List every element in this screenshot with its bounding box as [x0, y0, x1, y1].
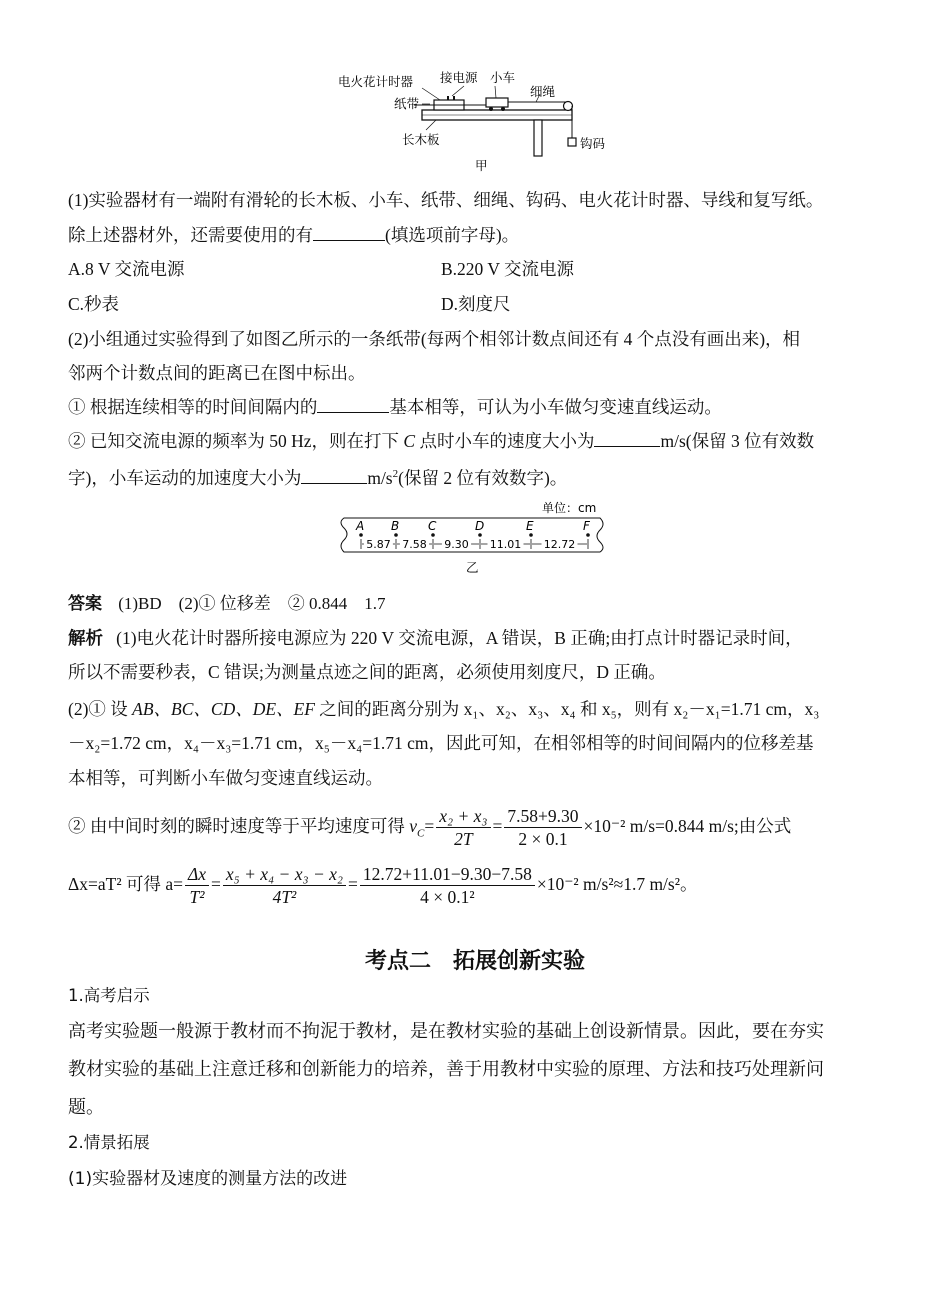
- segment-names: AB、BC、CD、DE、EF: [132, 699, 315, 719]
- pulley: [564, 102, 573, 111]
- tape-point-label: E: [526, 519, 534, 533]
- q2-sub2-unit: m/s(保留 3 位有效数: [660, 431, 815, 451]
- analysis-p2-line3: 本相等，可判断小车做匀变速直线运动。: [68, 768, 383, 788]
- distance-label: 11.01: [489, 538, 522, 551]
- accel-fraction-3: [360, 863, 535, 908]
- q2-sub2-text: ② 已知交流电源的频率为 50 Hz，则在打下: [68, 431, 404, 451]
- label-tape: 纸带: [394, 96, 420, 111]
- section-h3: (1)实验器材及速度的测量方法的改进: [68, 1169, 348, 1189]
- tape-dot: [529, 533, 533, 537]
- q2-sub1: [68, 394, 722, 419]
- section-p1-line2: 教材实验的基础上注意迁移和创新能力的培养，善于用教材中实验的原理、方法和技巧处理新问: [68, 1059, 824, 1080]
- section-p1-line1: 高考实验题一般源于教材而不拘泥于教材，是在教材实验的基础上创设新情景。因此，要在夯实: [68, 1021, 824, 1042]
- velocity-fraction-numeric: [504, 805, 581, 850]
- option-b: B.220 V 交流电源: [441, 259, 575, 279]
- analysis-line1: [68, 626, 803, 651]
- accel-unit: m/s: [367, 467, 393, 488]
- distance-label: 12.72: [543, 538, 576, 551]
- answer-label: 答案: [68, 594, 102, 614]
- figure-caption-yi: 乙: [466, 560, 479, 575]
- accel-frac2-num: x₅ + x₄ − x₃ − x₂: [223, 863, 346, 886]
- label-timer: 电火花计时器: [338, 74, 414, 89]
- q1-line2-suffix: (填选项前字母)。: [385, 225, 520, 245]
- q2-line1: (2)小组通过实验得到了如图乙所示的一条纸带(每两个相邻计数点间还有 4 个点没有画出来)，相: [68, 329, 801, 349]
- label-power: 接电源: [440, 70, 478, 85]
- label-weight: 钩码: [580, 136, 606, 151]
- accel-tail: ×10⁻² m/s²≈1.7 m/s²。: [536, 874, 698, 894]
- q2-sub1-suffix: 基本相等，可认为小车做匀变速直线运动。: [389, 397, 722, 417]
- section-h1: 1.高考启示: [68, 986, 150, 1005]
- distance-label: 5.87: [366, 538, 391, 551]
- tape-dot: [586, 533, 590, 537]
- section-title: 考点二 拓展创新实验: [364, 949, 585, 974]
- accel-text: Δx=aT² 可得 a=: [68, 874, 183, 894]
- tape-dot: [431, 533, 435, 537]
- velocity-tail: ×10⁻² m/s=0.844 m/s;由公式: [583, 816, 792, 836]
- velocity-fraction-symbolic: [436, 805, 490, 850]
- option-c: C.秒表: [68, 294, 120, 314]
- hook-weight: [568, 138, 576, 146]
- tape-point-label: B: [391, 519, 400, 533]
- section-h2: 2.情景拓展: [68, 1133, 150, 1152]
- distance-label: 7.58: [402, 538, 427, 551]
- accel-fraction-1: [185, 863, 209, 908]
- accel-frac1-den: T²: [189, 887, 205, 908]
- distance-label: 9.30: [444, 538, 469, 551]
- velocity-subscript: C: [417, 827, 425, 840]
- q2-sub2-line2: 字)，小车运动的加速度大小为 $m/s^2$(保留 2 位有效数字)。: [68, 462, 567, 490]
- label-rope: 细绳: [530, 84, 556, 99]
- accel-frac3-num: 12.72+11.01−9.30−7.58: [360, 863, 535, 886]
- q1-line1: (1)实验器材有一端附有滑轮的长木板、小车、纸带、细绳、钩码、电火花计时器、导线和复写纸。: [68, 190, 824, 210]
- q2-sub2-text-b: 点时小车的速度大小为: [415, 431, 595, 451]
- analysis-p2-b: 之间的距离分别为 x₁、x₂、x₃、x₄ 和 x₅，则有 x₂－x₁=1.71 cm，x₃: [314, 699, 820, 719]
- analysis-p2-line1: [68, 697, 819, 721]
- q2-line2: 邻两个计数点间的距离已在图中标出。: [68, 363, 366, 383]
- accel-frac3-den: 4 × 0.1²: [420, 887, 475, 908]
- velocity-symbol: v: [409, 816, 418, 836]
- answer-blank-2: [317, 394, 389, 413]
- analysis-label: 解析: [68, 629, 103, 649]
- tape-point-label: C: [428, 519, 437, 533]
- section-p1-line3: 题。: [68, 1097, 104, 1118]
- accel-frac1-num: Δx: [185, 863, 209, 886]
- accel-formula-line: Δx=aT² 可得 a= $\frac{\Delta x}{\text{T²}}$ = $\frac{\text{x₅ + x₄ − x₃ − x₂}}{\text{4T²}}$ = $\frac{12.72+11.01-9.30-7.58}{\text{4 × 0.1²}}$ ×10⁻² m/s²≈1.7 m/s²。: [68, 864, 698, 908]
- tape-point-label: F: [583, 519, 590, 533]
- table-leg: [534, 120, 542, 156]
- answer-blank-1: [313, 222, 385, 241]
- unit-label: 单位：cm: [542, 501, 597, 515]
- tape-dot: [478, 533, 482, 537]
- label-board: 长木板: [402, 132, 440, 147]
- answer-line: [68, 592, 385, 616]
- apparatus-diagram: [330, 66, 630, 176]
- velocity-frac2-den: 2 × 0.1: [518, 829, 568, 850]
- answer-text: (1)BD (2)① 位移差 ② 0.844 1.7: [118, 594, 386, 613]
- tape-point-label: A: [356, 519, 365, 533]
- velocity-formula-line: ② 由中间时刻的瞬时速度等于平均速度可得 $v_C=$ $\frac{\text{x₂ + x₃}}{2T}$ = $\frac{7.58+9.30}{2 \times 0.1}$ ×10⁻² m/s=0.844 m/s;由公式: [68, 806, 792, 850]
- tape-dot: [359, 533, 363, 537]
- velocity-frac2-num: 7.58+9.30: [504, 805, 581, 828]
- analysis-p2-a: (2)① 设: [68, 699, 133, 719]
- accel-frac2-den: 4T²: [272, 887, 297, 908]
- q1-line2-text: 除上述器材外，还需要使用的有: [68, 225, 313, 245]
- answer-blank-3: [594, 428, 660, 447]
- velocity-frac1-num: x₂ + x₃: [436, 805, 490, 828]
- tape-point-label: D: [475, 519, 485, 533]
- cart: [486, 98, 508, 107]
- q2-sub2-line2-text: 字)，小车运动的加速度大小为: [68, 467, 302, 488]
- tape-dot: [394, 533, 398, 537]
- q1-line2: [68, 222, 519, 247]
- answer-blank-4: [301, 465, 367, 484]
- figure-caption-jia: 甲: [475, 158, 488, 173]
- paper-tape-diagram: [330, 496, 620, 578]
- q2-sub2-line1: [68, 428, 814, 453]
- analysis-line2: 所以不需要秒表，C 错误;为测量点迹之间的距离，必须使用刻度尺，D 正确。: [68, 662, 666, 682]
- velocity-text: ② 由中间时刻的瞬时速度等于平均速度可得: [68, 816, 410, 836]
- analysis-text-1: (1)电火花计时器所接电源应为 220 V 交流电源，A 错误，B 正确;由打点计时器记录时间，: [116, 628, 803, 648]
- q2-sub2-line2-suffix: (保留 2 位有效数字)。: [398, 467, 568, 488]
- option-d: D.刻度尺: [441, 294, 511, 314]
- accel-fraction-2: [223, 863, 346, 908]
- analysis-p2-line2: －x₂=1.72 cm，x₄－x₃=1.71 cm，x₅－x₄=1.71 cm，因此可知，在相邻相等的时间间隔内的位移差基: [68, 733, 814, 753]
- velocity-frac1-den: 2T: [454, 829, 473, 850]
- label-cart: 小车: [490, 70, 516, 85]
- q2-sub1-text: ① 根据连续相等的时间间隔内的: [68, 397, 318, 417]
- point-c-italic: C: [403, 431, 416, 451]
- option-a: A.8 V 交流电源: [68, 259, 185, 279]
